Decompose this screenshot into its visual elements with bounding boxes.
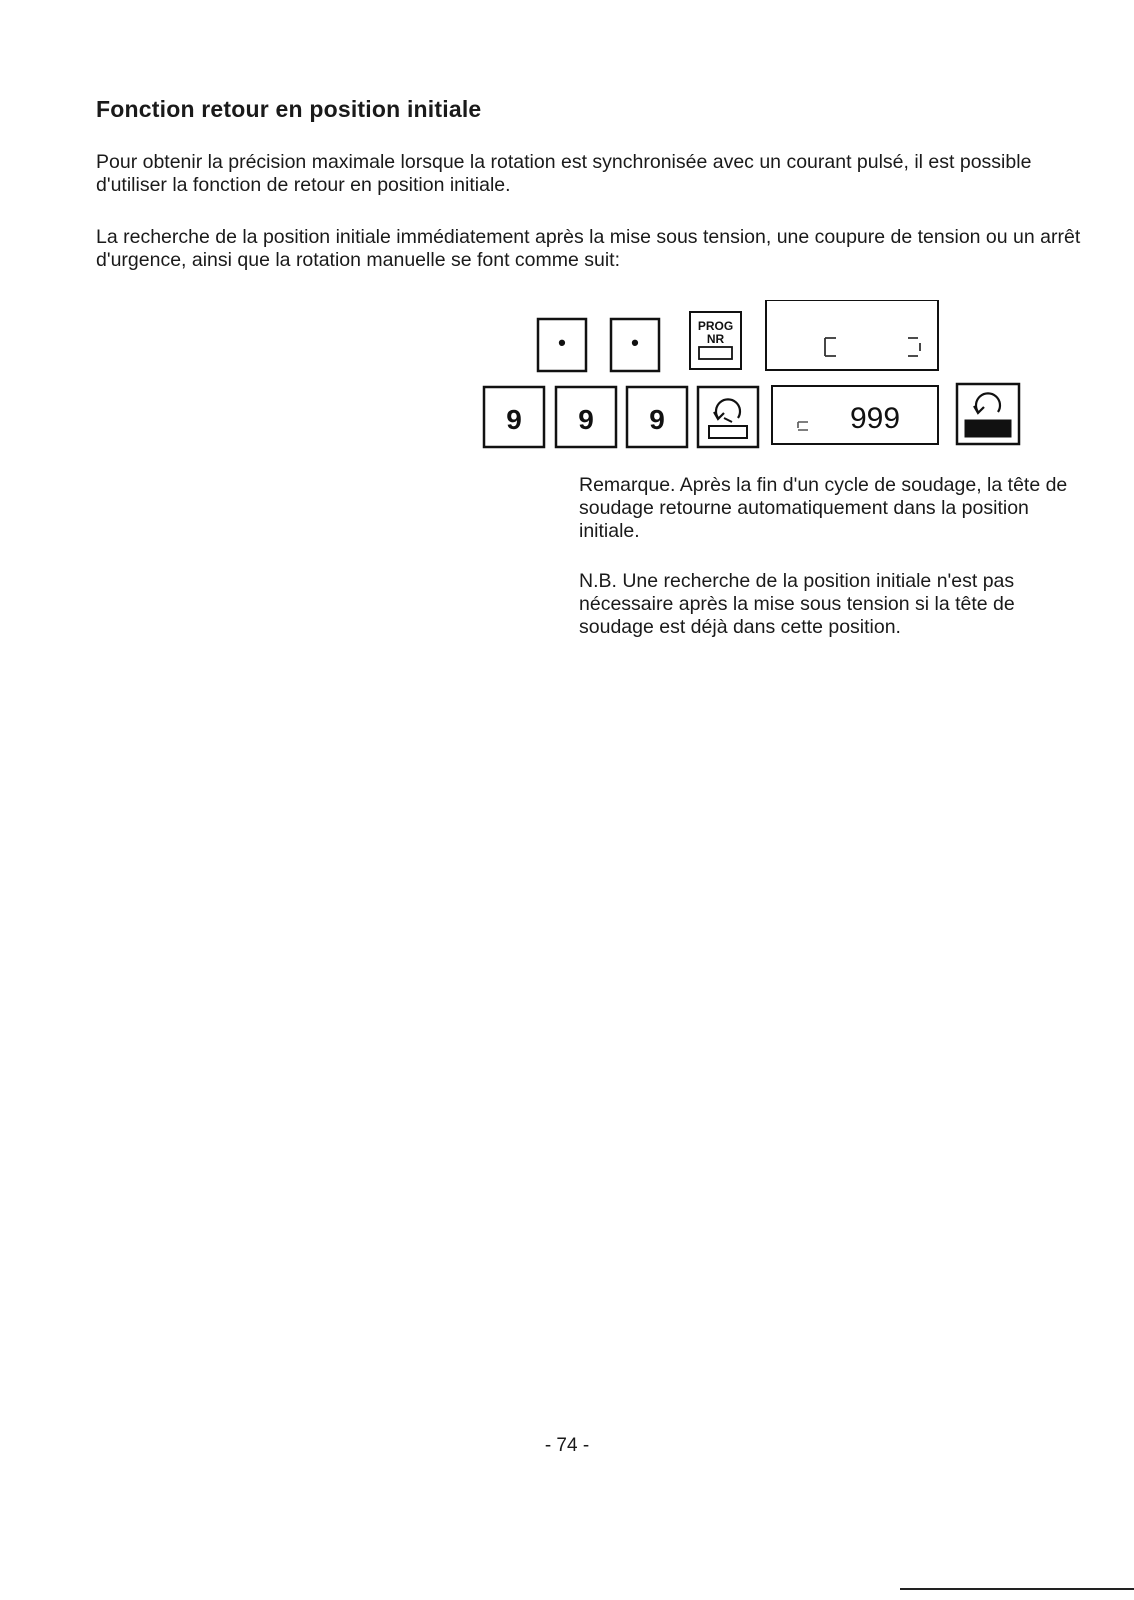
digit-key-1-label: 9 — [506, 404, 522, 435]
digit-key-2-label: 9 — [578, 404, 594, 435]
digit-key-3-label: 9 — [649, 404, 665, 435]
note-remark: Remarque. Après la fin d'un cycle de soudage, la tête de soudage retourne automatiquement dans la position initiale. — [579, 474, 1068, 542]
intro-paragraph: Pour obtenir la précision maximale lorsque la rotation est synchronisée avec un courant pulsé, il est possible d'utiliser la fonction de retour en position initiale. — [96, 151, 1032, 196]
prog-nr-key — [690, 312, 741, 369]
display-panel-top — [766, 300, 938, 370]
dot-key-1 — [538, 319, 586, 371]
rotate-arrow-icon — [716, 399, 740, 418]
digit-key-1 — [484, 387, 544, 447]
dot-key-2 — [611, 319, 659, 371]
dot-key-1-label: • — [558, 330, 566, 355]
procedure-paragraph: La recherche de la position initiale immédiatement après la mise sous tension, une coupure de tension ou un arrêt d'urgence, ainsi que la rotation manuelle se font comme suit: — [96, 226, 1081, 271]
digit-key-2 — [556, 387, 616, 447]
note-nb: N.B. Une recherche de la position initiale n'est pas nécessaire après la mise sous tension si la tête de soudage est déjà dans cette position. — [579, 570, 1015, 638]
rotate-arrow-icon-2 — [976, 393, 1000, 412]
home-return-key — [698, 387, 758, 447]
display-panel-bottom — [772, 386, 938, 444]
keypad-sequence-diagram — [480, 300, 1060, 470]
home-key-indicator-lit — [965, 420, 1011, 437]
dot-key-2-label: • — [631, 330, 639, 355]
home-return-key-pressed — [957, 384, 1019, 444]
display-readout: 999 — [849, 402, 901, 435]
bottom-rule — [900, 1588, 1134, 1590]
home-key-indicator — [709, 426, 747, 438]
page-number: - 74 - — [544, 1435, 590, 1456]
prog-key-label-nr: NR — [706, 332, 725, 346]
prog-key-label-prog: PROG — [697, 319, 734, 333]
prog-key-indicator — [699, 347, 732, 359]
section-heading: Fonction retour en position initiale — [96, 96, 482, 122]
digit-key-3 — [627, 387, 687, 447]
